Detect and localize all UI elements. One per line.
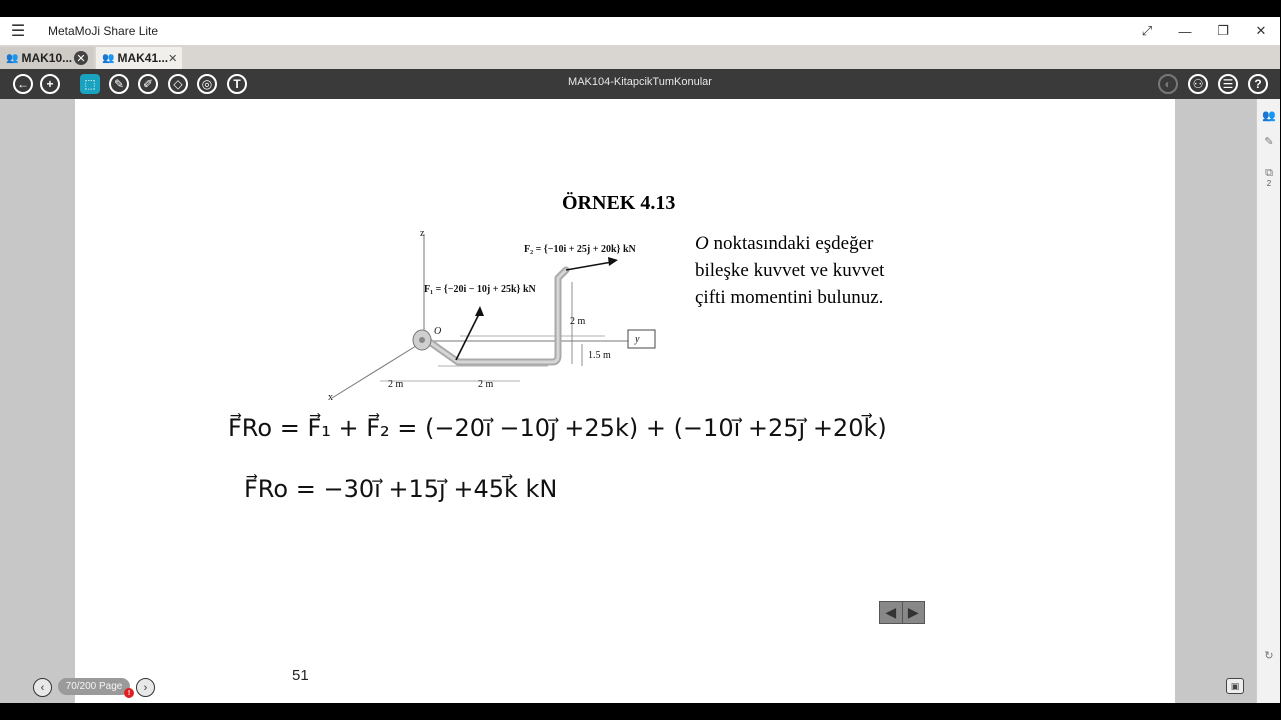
y-axis-label: y xyxy=(635,334,640,345)
previous-page-button[interactable]: ‹ xyxy=(33,678,52,697)
pipe-diagram xyxy=(320,226,665,406)
text-tool-icon[interactable]: T xyxy=(227,74,247,94)
audio-icon[interactable]: ◐ xyxy=(1158,74,1178,94)
origin-label: O xyxy=(434,326,442,337)
back-icon[interactable]: ← xyxy=(13,74,33,94)
problem-line-1-rest: noktasındaki eşdeğer xyxy=(708,233,874,254)
eraser-tool-icon[interactable]: ◇ xyxy=(168,74,188,94)
chat-icon[interactable]: ▣ xyxy=(1226,678,1244,694)
tab-mak41[interactable] xyxy=(96,47,182,69)
group-icon: 👥 xyxy=(6,52,19,64)
dimension-2m-a: 2 m xyxy=(388,379,404,390)
refresh-icon[interactable]: ↻ xyxy=(1264,649,1274,662)
app-title: MetaMoJi Share Lite xyxy=(48,24,159,38)
f2-label: F₂ = {−10i + 25j + 20k} kN xyxy=(524,244,636,255)
help-icon[interactable]: ? xyxy=(1248,74,1268,94)
close-window-button[interactable]: ✕ xyxy=(1255,23,1267,38)
z-axis-label: z xyxy=(420,228,425,239)
problem-statement xyxy=(695,230,955,311)
pen-tool-icon[interactable]: ✎ xyxy=(109,74,129,94)
example-heading: ÖRNEK 4.13 xyxy=(562,192,676,214)
toolbar xyxy=(0,69,1280,99)
page-nav-arrows xyxy=(879,601,925,624)
handwritten-equation-2[interactable]: F⃗Ro = −30i⃗ +15j⃗ +45k⃗ kN xyxy=(244,475,558,503)
group-icon: 👥 xyxy=(102,52,115,64)
f1-label: F₁ = {−20i − 10j + 25k} kN xyxy=(424,284,536,295)
dimension-2m-b: 2 m xyxy=(478,379,494,390)
tab-bar xyxy=(0,45,1280,69)
next-page-button[interactable]: › xyxy=(136,678,155,697)
minimize-button[interactable]: — xyxy=(1178,23,1192,39)
lasso-tool-icon[interactable]: ◎ xyxy=(197,74,217,94)
share-icon[interactable]: ⚇ xyxy=(1188,74,1208,94)
tab-label: MAK41... xyxy=(117,51,169,65)
page-indicator[interactable]: 70/200 Page xyxy=(58,678,130,695)
problem-line-1 xyxy=(695,230,955,257)
marker-tool-icon[interactable]: ✐ xyxy=(138,74,158,94)
add-page-icon[interactable]: + xyxy=(40,74,60,94)
annotate-icon[interactable]: ✎ xyxy=(1264,135,1274,148)
page-number: 51 xyxy=(292,667,309,684)
notification-badge: ! xyxy=(124,688,134,698)
select-tool-icon[interactable]: ⬚ xyxy=(80,74,100,94)
title-bar xyxy=(0,17,1280,45)
x-axis-label: x xyxy=(328,392,333,403)
problem-line-3: çifti momentini bulunuz. xyxy=(695,287,884,308)
document-title: MAK104-KitapcikTumKonular xyxy=(568,76,712,88)
tab-mak10[interactable] xyxy=(0,47,94,69)
problem-line-2: bileşke kuvvet ve kuvvet xyxy=(695,260,885,281)
point-o-italic: O xyxy=(695,233,709,254)
restore-button[interactable]: ❐ xyxy=(1217,23,1229,38)
page-list-icon[interactable]: ⧉ xyxy=(1265,166,1273,179)
letterbox-bottom xyxy=(0,703,1280,720)
members-icon[interactable]: 👥 xyxy=(1262,109,1276,122)
dimension-2m-vertical: 2 m xyxy=(570,316,586,327)
hamburger-menu-icon[interactable]: ☰ xyxy=(10,23,26,40)
tab-label: MAK10... xyxy=(21,51,73,65)
close-tab-icon[interactable]: ✕ xyxy=(168,52,178,65)
expand-icon[interactable]: ⤢ xyxy=(1141,23,1153,38)
close-tab-icon[interactable]: ✕ xyxy=(74,51,88,65)
page-count: 2 xyxy=(1266,179,1272,188)
letterbox-top xyxy=(0,0,1280,17)
next-arrow-icon[interactable]: ▶ xyxy=(907,604,919,620)
menu-icon[interactable]: ☰ xyxy=(1218,74,1238,94)
dimension-1-5m: 1.5 m xyxy=(588,350,611,361)
right-sidebar xyxy=(1256,99,1280,703)
prev-arrow-icon[interactable]: ◀ xyxy=(880,602,903,623)
handwritten-equation-1[interactable]: F⃗Ro = F⃗₁ + F⃗₂ = (−20i⃗ −10j⃗ +25k) + (−10i⃗ +25j⃗ +20k⃗) xyxy=(228,414,887,442)
